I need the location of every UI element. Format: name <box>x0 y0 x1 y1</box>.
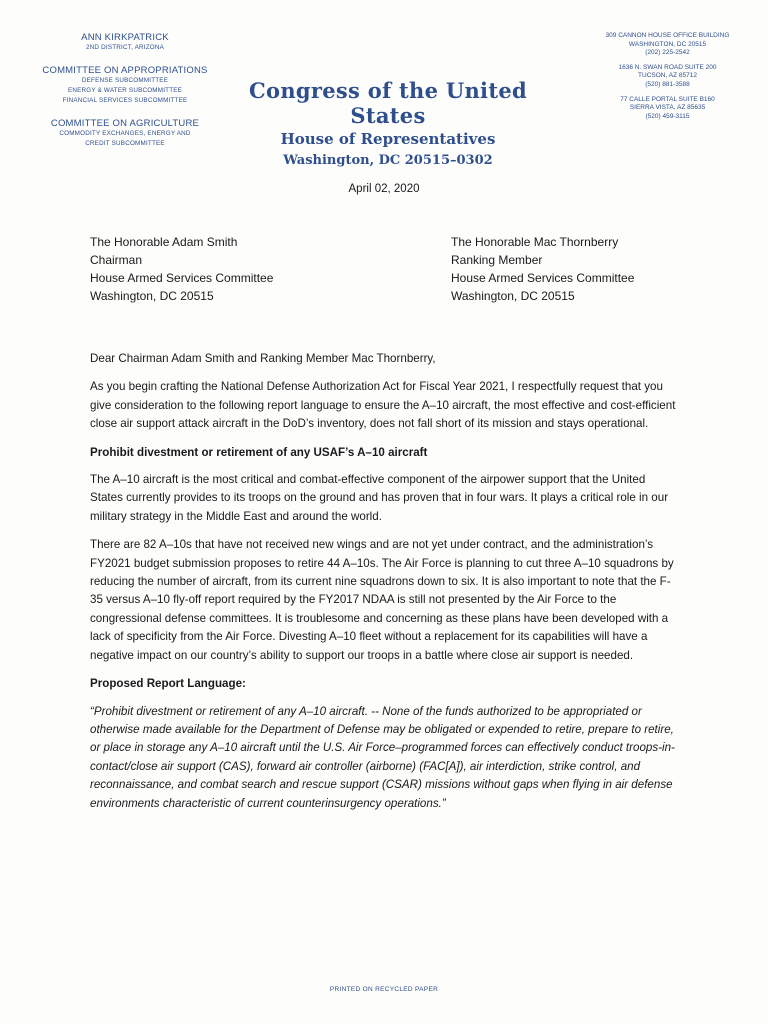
office-phone: (520) 459-3115 <box>645 112 690 120</box>
recipient-address: Washington, DC 20515 <box>451 289 575 303</box>
office-sierra-vista <box>590 96 745 122</box>
letter-body <box>90 350 680 823</box>
house-title: House of Representatives <box>280 130 496 148</box>
recipient-committee: House Armed Services Committee <box>451 271 635 285</box>
letterhead-left <box>30 32 220 149</box>
member-name: ANN KIRKPATRICK <box>81 32 169 43</box>
office-line: WASHINGTON, DC 20515 <box>628 40 707 48</box>
recipient-name: The Honorable Adam Smith <box>90 235 238 249</box>
congress-title: Congress of the United States <box>249 78 527 128</box>
recipient-right <box>451 233 634 305</box>
letterhead-center <box>228 78 548 168</box>
recipient-title: Ranking Member <box>451 253 543 267</box>
appropriations-sub: DEFENSE SUBCOMMITTEE <box>81 77 169 84</box>
office-phone: (520) 881-3588 <box>645 80 690 88</box>
recipient-committee: House Armed Services Committee <box>90 271 274 285</box>
recipient-title: Chairman <box>90 253 143 267</box>
agriculture-sub: CREDIT SUBCOMMITTEE <box>85 140 165 147</box>
letterhead-offices <box>590 32 745 127</box>
committee-agriculture: COMMITTEE ON AGRICULTURE <box>50 118 200 129</box>
letter-date: April 02, 2020 <box>348 183 420 195</box>
office-tucson <box>590 64 745 90</box>
salutation: Dear Chairman Adam Smith and Ranking Member Mac Thornberry, <box>90 352 436 365</box>
letterhead-city: Washington, DC 20515–0302 <box>283 153 493 168</box>
office-line: 1636 N. SWAN ROAD SUITE 200 <box>618 63 717 71</box>
paragraph-a10-critical: The A–10 aircraft is the most critical and combat-effective component of the airpower support that the United States currently provides to its troops on the ground and has proven that in four wars. It plays a critical role in our military strategy in the Middle East and around the world. <box>90 473 669 523</box>
recipient-left <box>90 233 273 305</box>
office-line: SIERRA VISTA, AZ 85635 <box>629 104 706 112</box>
agriculture-sub: COMMODITY EXCHANGES, ENERGY AND <box>59 130 191 137</box>
appropriations-sub: ENERGY & WATER SUBCOMMITTEE <box>67 87 183 94</box>
paragraph-a10-retirement: There are 82 A–10s that have not received new wings and are not yet under contract, and the administration’s FY2021 budget submission proposes to retire 44 A–10s. The Air Force is planning to cut three A–10 squadrons by reducing the number of aircraft, from its current nine squadrons down to six. It is also important to note that the F-35 versus A–10 fly-off report required by the FY2017 NDAA is still not presented by the Air Force to the congressional defense committees. It is troublesome and concerning as these plans have been developed with a lack of specificity from the Air Force. Divesting A–10 fleet without a replacement for its capabilities will have a negative impact on our country’s ability to support our troops in a battle where close air support is needed. <box>90 538 674 662</box>
office-line: 77 CALLE PORTAL SUITE B160 <box>620 95 715 103</box>
office-phone: (202) 225-2542 <box>645 49 690 57</box>
office-line: 309 CANNON HOUSE OFFICE BUILDING <box>605 32 730 39</box>
member-district: 2ND DISTRICT, ARIZONA <box>85 44 165 51</box>
recycled-paper-footer: PRINTED ON RECYCLED PAPER <box>329 986 439 993</box>
report-language-heading: Proposed Report Language: <box>90 677 246 691</box>
committee-appropriations: COMMITTEE ON APPROPRIATIONS <box>42 65 208 76</box>
report-language-quote: “Prohibit divestment or retirement of any A–10 aircraft. -- None of the funds authorized to be appropriated or otherwise made available for the Department of Defense may be obligated or expended to retire, prepare to retire, or place in storage any A–10 aircraft until the U.S. Air Force–programmed forces can effectively conduct troops-in-contact/close air support (CAS), forward air controller (airborne) (FAC[A]), air interdiction, strike control, and reconnaissance, and combat search and rescue support (CSAR) missions without gaps when flying in air defense environments characteristic of current counterinsurgency operations.” <box>90 704 675 810</box>
intro-paragraph: As you begin crafting the National Defense Authorization Act for Fiscal Year 2021, I respectfully request that you give consideration to the following report language to ensure the A–10 aircraft, the most effective and cost-efficient close air support attack aircraft in the DoD’s inventory, does not fall short of its mission and stays operational. <box>90 380 676 431</box>
appropriations-sub: FINANCIAL SERVICES SUBCOMMITTEE <box>62 97 188 104</box>
recipient-address: Washington, DC 20515 <box>90 289 214 303</box>
section-heading: Prohibit divestment or retirement of any USAF’s A–10 aircraft <box>90 445 428 459</box>
recipient-name: The Honorable Mac Thornberry <box>451 235 619 249</box>
office-line: TUCSON, AZ 85712 <box>638 72 697 80</box>
office-dc <box>590 32 745 58</box>
